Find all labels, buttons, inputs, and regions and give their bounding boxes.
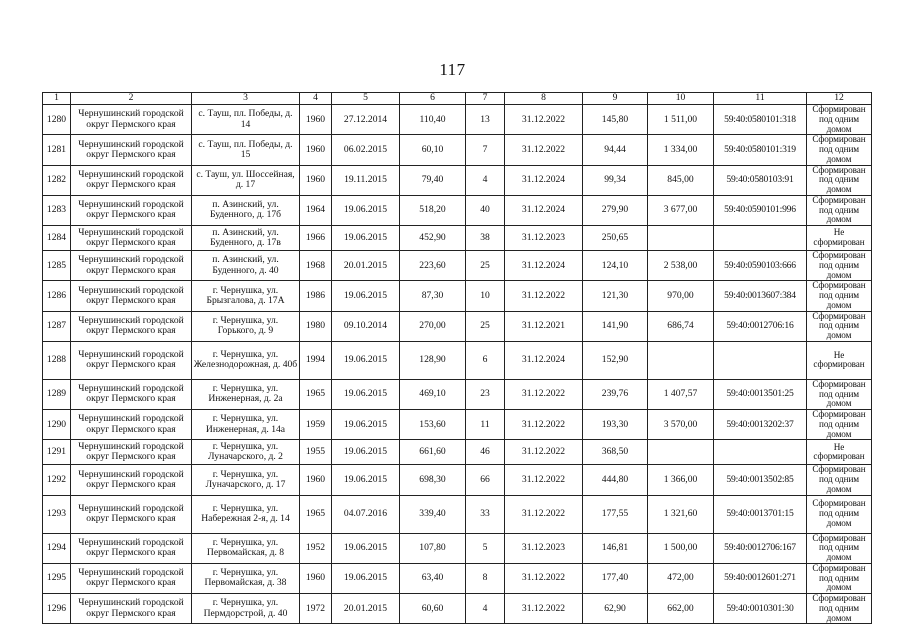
cadastral-number-cell: 59:40:0013501:25 — [714, 379, 807, 409]
address-cell: г. Чернушка, ул. Первомайская, д. 38 — [192, 563, 300, 593]
amount-cell — [648, 341, 714, 379]
municipality-cell: Чернушинский городской округ Пермского края — [71, 251, 192, 281]
row-number-cell: 1287 — [43, 311, 71, 341]
municipality-cell: Чернушинский городской округ Пермского края — [71, 594, 192, 624]
amount-cell: 472,00 — [648, 563, 714, 593]
deadline-cell: 31.12.2024 — [505, 195, 583, 225]
table-row — [43, 226, 872, 251]
deadline-cell: 31.12.2022 — [505, 379, 583, 409]
area-cell: 661,60 — [400, 440, 466, 465]
amount-cell: 1 366,00 — [648, 465, 714, 495]
cadastral-number-cell — [714, 440, 807, 465]
residents-cell: 40 — [466, 195, 505, 225]
column-header: 4 — [300, 93, 332, 105]
build-year-cell: 1960 — [300, 135, 332, 165]
date-cell: 19.06.2015 — [332, 379, 400, 409]
address-cell: г. Чернушка, ул. Первомайская, д. 8 — [192, 533, 300, 563]
date-cell: 19.06.2015 — [332, 195, 400, 225]
date-cell: 19.06.2015 — [332, 465, 400, 495]
amount-cell: 3 570,00 — [648, 410, 714, 440]
cost-cell: 62,90 — [583, 594, 648, 624]
land-status-cell: Сформирован под одним домом — [807, 135, 872, 165]
row-number-cell: 1292 — [43, 465, 71, 495]
date-cell: 19.06.2015 — [332, 440, 400, 465]
residents-cell: 25 — [466, 251, 505, 281]
land-status-cell: Сформирован под одним домом — [807, 533, 872, 563]
area-cell: 518,20 — [400, 195, 466, 225]
deadline-cell: 31.12.2024 — [505, 165, 583, 195]
table-row — [43, 379, 872, 409]
area-cell: 63,40 — [400, 563, 466, 593]
area-cell: 79,40 — [400, 165, 466, 195]
municipality-cell: Чернушинский городской округ Пермского края — [71, 341, 192, 379]
municipality-cell: Чернушинский городской округ Пермского края — [71, 533, 192, 563]
residents-cell: 46 — [466, 440, 505, 465]
cadastral-number-cell: 59:40:0013202:37 — [714, 410, 807, 440]
residents-cell: 7 — [466, 135, 505, 165]
table-row — [43, 251, 872, 281]
municipality-cell: Чернушинский городской округ Пермского края — [71, 195, 192, 225]
cost-cell: 124,10 — [583, 251, 648, 281]
page-number: 117 — [439, 60, 466, 79]
column-header: 11 — [714, 93, 807, 105]
municipality-cell: Чернушинский городской округ Пермского края — [71, 105, 192, 135]
cadastral-number-cell: 59:40:0580101:318 — [714, 105, 807, 135]
cadastral-number-cell: 59:40:0013502:85 — [714, 465, 807, 495]
row-number-cell: 1295 — [43, 563, 71, 593]
municipality-cell: Чернушинский городской округ Пермского края — [71, 495, 192, 533]
cost-cell: 250,65 — [583, 226, 648, 251]
date-cell: 27.12.2014 — [332, 105, 400, 135]
cadastral-number-cell: 59:40:0013607:384 — [714, 281, 807, 311]
municipality-cell: Чернушинский городской округ Пермского края — [71, 410, 192, 440]
municipality-cell: Чернушинский городской округ Пермского края — [71, 226, 192, 251]
address-cell: с. Тауш, пл. Победы, д. 14 — [192, 105, 300, 135]
column-header: 10 — [648, 93, 714, 105]
area-cell: 87,30 — [400, 281, 466, 311]
row-number-cell: 1284 — [43, 226, 71, 251]
column-header: 8 — [505, 93, 583, 105]
amount-cell: 1 321,60 — [648, 495, 714, 533]
municipality-cell: Чернушинский городской округ Пермского края — [71, 440, 192, 465]
cadastral-number-cell: 59:40:0580101:319 — [714, 135, 807, 165]
column-header: 6 — [400, 93, 466, 105]
cost-cell: 177,40 — [583, 563, 648, 593]
address-cell: п. Азинский, ул. Буденного, д. 17б — [192, 195, 300, 225]
residents-cell: 13 — [466, 105, 505, 135]
amount-cell: 1 334,00 — [648, 135, 714, 165]
residents-cell: 25 — [466, 311, 505, 341]
cost-cell: 444,80 — [583, 465, 648, 495]
cost-cell: 121,30 — [583, 281, 648, 311]
build-year-cell: 1960 — [300, 465, 332, 495]
build-year-cell: 1960 — [300, 165, 332, 195]
land-status-cell: Не сформирован — [807, 226, 872, 251]
area-cell: 60,60 — [400, 594, 466, 624]
cadastral-number-cell: 59:40:0580103:91 — [714, 165, 807, 195]
residents-cell: 10 — [466, 281, 505, 311]
build-year-cell: 1986 — [300, 281, 332, 311]
column-header: 9 — [583, 93, 648, 105]
date-cell: 20.01.2015 — [332, 251, 400, 281]
cost-cell: 177,55 — [583, 495, 648, 533]
table-row — [43, 495, 872, 533]
residents-cell: 4 — [466, 594, 505, 624]
deadline-cell: 31.12.2022 — [505, 495, 583, 533]
row-number-cell: 1280 — [43, 105, 71, 135]
table-row — [43, 533, 872, 563]
land-status-cell: Сформирован под одним домом — [807, 594, 872, 624]
deadline-cell: 31.12.2022 — [505, 465, 583, 495]
cadastral-number-cell: 59:40:0012706:16 — [714, 311, 807, 341]
table-row — [43, 440, 872, 465]
area-cell: 339,40 — [400, 495, 466, 533]
row-number-cell: 1281 — [43, 135, 71, 165]
residents-cell: 6 — [466, 341, 505, 379]
table-row — [43, 465, 872, 495]
address-cell: г. Чернушка, ул. Инженерная, д. 2а — [192, 379, 300, 409]
land-status-cell: Сформирован под одним домом — [807, 281, 872, 311]
date-cell: 19.06.2015 — [332, 341, 400, 379]
row-number-cell: 1282 — [43, 165, 71, 195]
residents-cell: 8 — [466, 563, 505, 593]
deadline-cell: 31.12.2022 — [505, 440, 583, 465]
address-cell: с. Тауш, ул. Шоссейная, д. 17 — [192, 165, 300, 195]
address-cell: г. Чернушка, ул. Луначарского, д. 17 — [192, 465, 300, 495]
area-cell: 60,10 — [400, 135, 466, 165]
build-year-cell: 1980 — [300, 311, 332, 341]
column-header: 1 — [43, 93, 71, 105]
residents-cell: 66 — [466, 465, 505, 495]
land-status-cell: Не сформирован — [807, 341, 872, 379]
area-cell: 128,90 — [400, 341, 466, 379]
land-status-cell: Сформирован под одним домом — [807, 465, 872, 495]
table-row — [43, 311, 872, 341]
row-number-cell: 1283 — [43, 195, 71, 225]
cost-cell: 239,76 — [583, 379, 648, 409]
cadastral-number-cell: 59:40:0590103:666 — [714, 251, 807, 281]
address-cell: г. Чернушка, ул. Луначарского, д. 2 — [192, 440, 300, 465]
deadline-cell: 31.12.2021 — [505, 311, 583, 341]
date-cell: 19.06.2015 — [332, 563, 400, 593]
build-year-cell: 1972 — [300, 594, 332, 624]
amount-cell: 1 511,00 — [648, 105, 714, 135]
row-number-cell: 1293 — [43, 495, 71, 533]
land-status-cell: Сформирован под одним домом — [807, 311, 872, 341]
build-year-cell: 1965 — [300, 379, 332, 409]
row-number-cell: 1291 — [43, 440, 71, 465]
area-cell: 153,60 — [400, 410, 466, 440]
amount-cell: 3 677,00 — [648, 195, 714, 225]
column-header: 3 — [192, 93, 300, 105]
residents-cell: 38 — [466, 226, 505, 251]
land-status-cell: Сформирован под одним домом — [807, 379, 872, 409]
address-cell: п. Азинский, ул. Буденного, д. 40 — [192, 251, 300, 281]
municipality-cell: Чернушинский городской округ Пермского края — [71, 379, 192, 409]
municipality-cell: Чернушинский городской округ Пермского края — [71, 563, 192, 593]
build-year-cell: 1959 — [300, 410, 332, 440]
date-cell: 19.06.2015 — [332, 226, 400, 251]
build-year-cell: 1964 — [300, 195, 332, 225]
deadline-cell: 31.12.2024 — [505, 341, 583, 379]
column-header: 5 — [332, 93, 400, 105]
municipality-cell: Чернушинский городской округ Пермского края — [71, 465, 192, 495]
municipality-cell: Чернушинский городской округ Пермского края — [71, 165, 192, 195]
date-cell: 19.06.2015 — [332, 410, 400, 440]
amount-cell: 845,00 — [648, 165, 714, 195]
column-header: 12 — [807, 93, 872, 105]
column-header: 7 — [466, 93, 505, 105]
build-year-cell: 1994 — [300, 341, 332, 379]
land-status-cell: Сформирован под одним домом — [807, 563, 872, 593]
deadline-cell: 31.12.2022 — [505, 410, 583, 440]
address-cell: г. Чернушка, ул. Инженерная, д. 14а — [192, 410, 300, 440]
amount-cell: 2 538,00 — [648, 251, 714, 281]
municipality-cell: Чернушинский городской округ Пермского края — [71, 135, 192, 165]
build-year-cell: 1960 — [300, 563, 332, 593]
deadline-cell: 31.12.2022 — [505, 135, 583, 165]
cost-cell: 368,50 — [583, 440, 648, 465]
deadline-cell: 31.12.2022 — [505, 563, 583, 593]
row-number-cell: 1288 — [43, 341, 71, 379]
residents-cell: 33 — [466, 495, 505, 533]
date-cell: 19.06.2015 — [332, 281, 400, 311]
municipality-cell: Чернушинский городской округ Пермского края — [71, 311, 192, 341]
cadastral-number-cell — [714, 341, 807, 379]
row-number-cell: 1296 — [43, 594, 71, 624]
cadastral-number-cell: 59:40:0010301:30 — [714, 594, 807, 624]
cost-cell: 279,90 — [583, 195, 648, 225]
residents-cell: 23 — [466, 379, 505, 409]
cost-cell: 193,30 — [583, 410, 648, 440]
area-cell: 223,60 — [400, 251, 466, 281]
address-cell: г. Чернушка, ул. Железнодорожная, д. 40б — [192, 341, 300, 379]
cadastral-number-cell: 59:40:0012706:167 — [714, 533, 807, 563]
amount-cell: 686,74 — [648, 311, 714, 341]
land-status-cell: Сформирован под одним домом — [807, 495, 872, 533]
land-status-cell: Сформирован под одним домом — [807, 410, 872, 440]
column-header: 2 — [71, 93, 192, 105]
housing-registry-table — [42, 92, 872, 624]
row-number-cell: 1286 — [43, 281, 71, 311]
municipality-cell: Чернушинский городской округ Пермского края — [71, 281, 192, 311]
cadastral-number-cell: 59:40:0590101:996 — [714, 195, 807, 225]
address-cell: г. Чернушка, ул. Горького, д. 9 — [192, 311, 300, 341]
table-row — [43, 281, 872, 311]
amount-cell: 662,00 — [648, 594, 714, 624]
table-row — [43, 165, 872, 195]
build-year-cell: 1968 — [300, 251, 332, 281]
area-cell: 469,10 — [400, 379, 466, 409]
build-year-cell: 1960 — [300, 105, 332, 135]
row-number-cell: 1294 — [43, 533, 71, 563]
amount-cell — [648, 440, 714, 465]
table-row — [43, 563, 872, 593]
address-cell: г. Чернушка, ул. Пермдорстрой, д. 40 — [192, 594, 300, 624]
deadline-cell: 31.12.2022 — [505, 105, 583, 135]
land-status-cell: Сформирован под одним домом — [807, 251, 872, 281]
address-cell: с. Тауш, пл. Победы, д. 15 — [192, 135, 300, 165]
table-row — [43, 410, 872, 440]
build-year-cell: 1952 — [300, 533, 332, 563]
table-row — [43, 135, 872, 165]
amount-cell: 1 407,57 — [648, 379, 714, 409]
address-cell: г. Чернушка, ул. Набережная 2-я, д. 14 — [192, 495, 300, 533]
deadline-cell: 31.12.2024 — [505, 251, 583, 281]
date-cell: 04.07.2016 — [332, 495, 400, 533]
table-body — [43, 105, 872, 624]
residents-cell: 4 — [466, 165, 505, 195]
row-number-cell: 1290 — [43, 410, 71, 440]
address-cell: г. Чернушка, ул. Брызгалова, д. 17А — [192, 281, 300, 311]
date-cell: 20.01.2015 — [332, 594, 400, 624]
cost-cell: 141,90 — [583, 311, 648, 341]
date-cell: 19.06.2015 — [332, 533, 400, 563]
cost-cell: 99,34 — [583, 165, 648, 195]
deadline-cell: 31.12.2022 — [505, 594, 583, 624]
area-cell: 110,40 — [400, 105, 466, 135]
deadline-cell: 31.12.2023 — [505, 226, 583, 251]
area-cell: 107,80 — [400, 533, 466, 563]
row-number-cell: 1285 — [43, 251, 71, 281]
land-status-cell: Не сформирован — [807, 440, 872, 465]
table-row — [43, 105, 872, 135]
cost-cell: 146,81 — [583, 533, 648, 563]
residents-cell: 5 — [466, 533, 505, 563]
land-status-cell: Сформирован под одним домом — [807, 105, 872, 135]
amount-cell: 970,00 — [648, 281, 714, 311]
amount-cell — [648, 226, 714, 251]
cadastral-number-cell: 59:40:0012601:271 — [714, 563, 807, 593]
row-number-cell: 1289 — [43, 379, 71, 409]
date-cell: 19.11.2015 — [332, 165, 400, 195]
date-cell: 06.02.2015 — [332, 135, 400, 165]
deadline-cell: 31.12.2023 — [505, 533, 583, 563]
table-row — [43, 195, 872, 225]
area-cell: 698,30 — [400, 465, 466, 495]
residents-cell: 11 — [466, 410, 505, 440]
cost-cell: 152,90 — [583, 341, 648, 379]
table-row — [43, 594, 872, 624]
build-year-cell: 1955 — [300, 440, 332, 465]
area-cell: 452,90 — [400, 226, 466, 251]
cost-cell: 94,44 — [583, 135, 648, 165]
cadastral-number-cell: 59:40:0013701:15 — [714, 495, 807, 533]
cost-cell: 145,80 — [583, 105, 648, 135]
deadline-cell: 31.12.2022 — [505, 281, 583, 311]
build-year-cell: 1965 — [300, 495, 332, 533]
column-number-row — [43, 93, 872, 105]
land-status-cell: Сформирован под одним домом — [807, 165, 872, 195]
table-row — [43, 341, 872, 379]
build-year-cell: 1966 — [300, 226, 332, 251]
land-status-cell: Сформирован под одним домом — [807, 195, 872, 225]
cadastral-number-cell — [714, 226, 807, 251]
address-cell: п. Азинский, ул. Буденного, д. 17в — [192, 226, 300, 251]
date-cell: 09.10.2014 — [332, 311, 400, 341]
amount-cell: 1 500,00 — [648, 533, 714, 563]
area-cell: 270,00 — [400, 311, 466, 341]
